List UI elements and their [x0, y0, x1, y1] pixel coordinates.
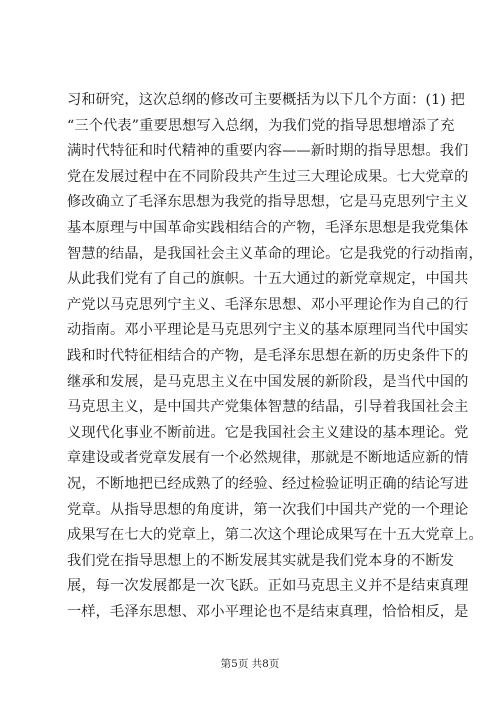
text-line: 党在发展过程中在不同阶段共产生过三大理论成果。七大党章的	[67, 168, 469, 185]
text-line: 继承和发展，是马克思主义在中国发展的新阶段，是当代中国的	[67, 373, 469, 390]
text-line: 满时代特征和时代精神的重要内容——新时期的指导思想。我们	[67, 143, 469, 160]
text-line: 践和时代特征相结合的产物，是毛泽东思想在新的历史条件下的	[67, 347, 469, 364]
text-line: 从此我们党有了自己的旗帜。十五大通过的新党章规定，中国共	[67, 271, 469, 288]
text-line: 党章。从指导思想的角度讲，第一次我们中国共产党的一个理论	[67, 501, 469, 518]
text-line: 我们党在指导思想上的不断发展其实就是我们党本身的不断发	[67, 552, 455, 569]
text-line: 习和研究，这次总纲的修改可主要概括为以下几个方面：(1) 把	[67, 92, 465, 108]
text-line: 义现代化事业不断前进。它是我国社会主义建设的基本理论。党	[67, 424, 469, 441]
text-line: 一样，毛泽东思想、邓小平理论也不是结束真理，恰恰相反，是	[67, 603, 469, 620]
text-line: 智慧的结晶，是我国社会主义革命的理论。它是我党的行动指南，	[67, 245, 483, 262]
text-line: 基本原理与中国革命实践相结合的产物，毛泽东思想是我党集体	[67, 219, 469, 236]
page-footer	[0, 656, 500, 671]
text-line: 修改确立了毛泽东思想为我党的指导思想，它是马克思列宁主义	[67, 194, 469, 211]
text-line: 况，不断地把已经成熟了的经验、经过检验证明正确的结论写进	[67, 475, 469, 492]
body-text	[67, 88, 483, 625]
text-line: 展，每一次发展都是一次飞跃。正如马克思主义并不是结束真理	[67, 578, 469, 595]
page-number-label: 第5页 共8页	[220, 658, 280, 670]
text-line: 产党以马克思列宁主义、毛泽东思想、邓小平理论作为自己的行	[67, 296, 469, 313]
text-line: “三个代表”重要思想写入总纲，为我们党的指导思想增添了充	[67, 117, 455, 134]
text-line: 成果写在七大的党章上，第二次这个理论成果写在十五大党章上。	[67, 527, 483, 544]
text-line: 动指南。邓小平理论是马克思列宁主义的基本原理同当代中国实	[67, 322, 469, 339]
text-line: 马克思主义，是中国共产党集体智慧的结晶，引导着我国社会主	[67, 399, 469, 416]
text-line: 章建设或者党章发展有一个必然规律，那就是不断地适应新的情	[67, 450, 469, 467]
